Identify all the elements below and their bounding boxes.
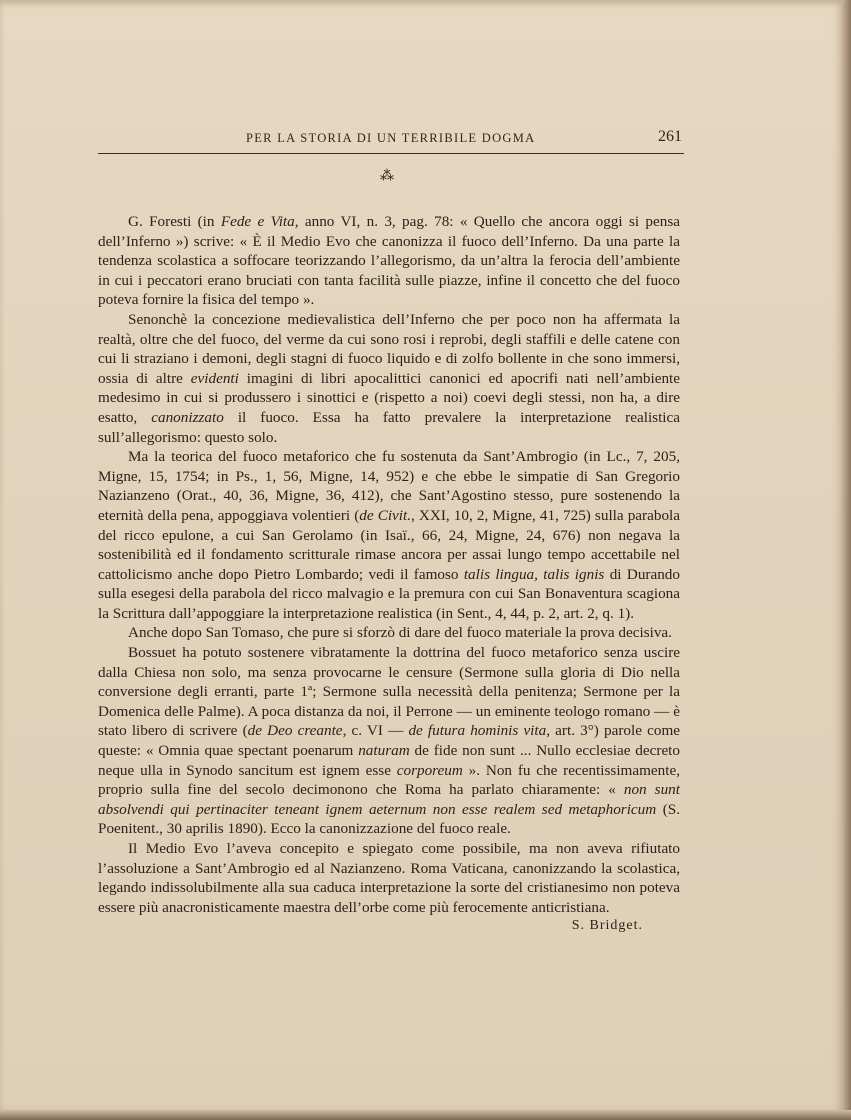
paragraph [98,310,680,447]
text-run: Anche dopo San Tomaso, che pure si sforzò di dare del fuoco materiale la prova decisiva. [128,624,672,642]
text-run: , anno VI, n. 3, pag. 78: « Quello che ancora oggi si pensa dell’Inferno ») scrive: « È il Medio Evo che canonizza il fuoco dell’Inferno. Da una parte la tendenza scolastica a soffocare teorizzando l’allegorismo, da un’altra la ferocia dell’ambiente in cui i peccatori erano bruciati con tanta facilità sulle piazze, infine il concetto che del fuoco poteva fornire la fisica del tempo ». [98,213,680,309]
paragraph [98,212,680,310]
text-run: Il Medio Evo l’aveva concepito e spiegato come possibile, ma non aveva rifiutato l’assoluzione a Sant’Ambrogio ed al Nazianzeno. Roma Vaticana, canonizzando la scolastica, legando indissolubilmente alla sua caduca interpretazione la sorte del cristianesimo non poteva essere più anacronisticamente maestra dell’orbe come più ferocemente anticristiana. [98,840,680,916]
text-run: Bossuet ha potuto sostenere vibratamente la dottrina del fuoco metaforico senza uscire dalla Chiesa non solo, ma senza provocarne le censure (Sermone sulla gloria di Dio nella conversione degli erranti, parte 1ª; Sermone sulla necessità della penitenza; Sermone per la Domenica delle Palme). A poca distanza da noi, il Perrone — un eminente teologo romano — è stato libero di scrivere ( [98,644,680,740]
italic-run: corporeum [396,761,463,779]
italic-run: Fede e Vita [220,213,295,230]
body-text [98,212,680,917]
text-run: (S. Poenitent., 30 aprilis 1890). Ecco la canonizzazione del fuoco reale. [98,800,680,838]
author-signature: S. Bridget. [571,918,643,933]
italic-run: evidenti [190,369,239,387]
text-run: , c. VI — [342,722,409,740]
page-number: 261 [658,128,682,145]
text-run: de fide non sunt ... Nullo ecclesiae decreto neque ulla in Synodo sancitum est ignem esse [98,742,680,779]
section-asterism: ⁂ [380,169,394,184]
paragraph [98,447,680,623]
italic-run: de Deo creante [247,722,343,740]
running-title: PER LA STORIA DI UN TERRIBILE DOGMA [246,131,536,145]
text-run: di Durando sulla esegesi della parabola del ricco malvagio e la premura con cui San Bonaventura scagiona la Scrittura dall’appoggiare la interpretazione realistica (in Sent., 4, 44, p. 2, art. 2, q. 1). [98,565,680,622]
italic-run: talis lingua, talis ignis [463,565,605,583]
italic-run: de Civit. [359,506,412,524]
italic-run: canonizzato [151,408,224,426]
text-run: Senonchè la concezione medievalistica dell’Inferno che per poco non ha affermata la realtà, oltre che del fuoco, del verme da cui sono rosi i reprobi, degli staffili e delle catene con cui li straziano i demoni, degli stagni di fuoco liquido e di zolfo bollente in che sono immersi, ossia di altre [98,310,680,387]
italic-run: naturam [358,742,410,760]
page-edge-bottom [0,1110,851,1120]
text-run: Ma la teorica del fuoco metaforico che fu sostenuta da Sant’Ambrogio (in Lc., 7, 205, Migne, 15, 1754; in Ps., 1, 56, Migne, 14, 952) e che ebbe le simpatie di San Gregorio Nazianzeno (Orat., 40, 36, Migne, 36, 412), che Sant’Agostino stesso, pure sostenendo la eternità della pena, appoggiava volentieri ( [98,448,680,524]
page-edge-right [841,0,851,1120]
italic-run: de futura hominis vita [408,722,547,740]
italic-run: non sunt absolvendi qui pertinaciter teneant ignem aeternum non esse realem sed metaphoricum [98,781,680,818]
paragraph [98,839,680,917]
paragraph [98,623,680,643]
running-header [98,127,684,154]
text-run: , XXI, 10, 2, Migne, 41, 725) sulla parabola del ricco epulone, a cui San Gerolamo (in Isaï., 66, 24, Migne, 24, 676) non negava la sostenibilità ed il fondamento scritturale rimase ancora per assai lungo tempo accettabile nel cattolicismo anche dopo Pietro Lombardo; vedi il famoso [98,506,680,583]
text-run: , art. 3°) parole come queste: « Omnia quae spectant poenarum [98,722,680,760]
text-run: ». Non fu che recentissimamente, proprio sulla fine del secolo decimonono che Roma ha parlato chiaramente: « [98,761,680,799]
text-run: il fuoco. Essa ha fatto prevalere la interpretazione realistica sull’allegorismo: questo solo. [98,408,680,446]
paragraph [98,643,680,839]
text-run: imagini di libri apocalittici canonici ed apocrifi nati nell’ambiente medesimo in cui si produssero i sinottici e (rispetto a noi) coevi degli stessi, non ha, a dire esatto, [98,369,681,426]
text-run: G. Foresti (in [128,213,221,230]
